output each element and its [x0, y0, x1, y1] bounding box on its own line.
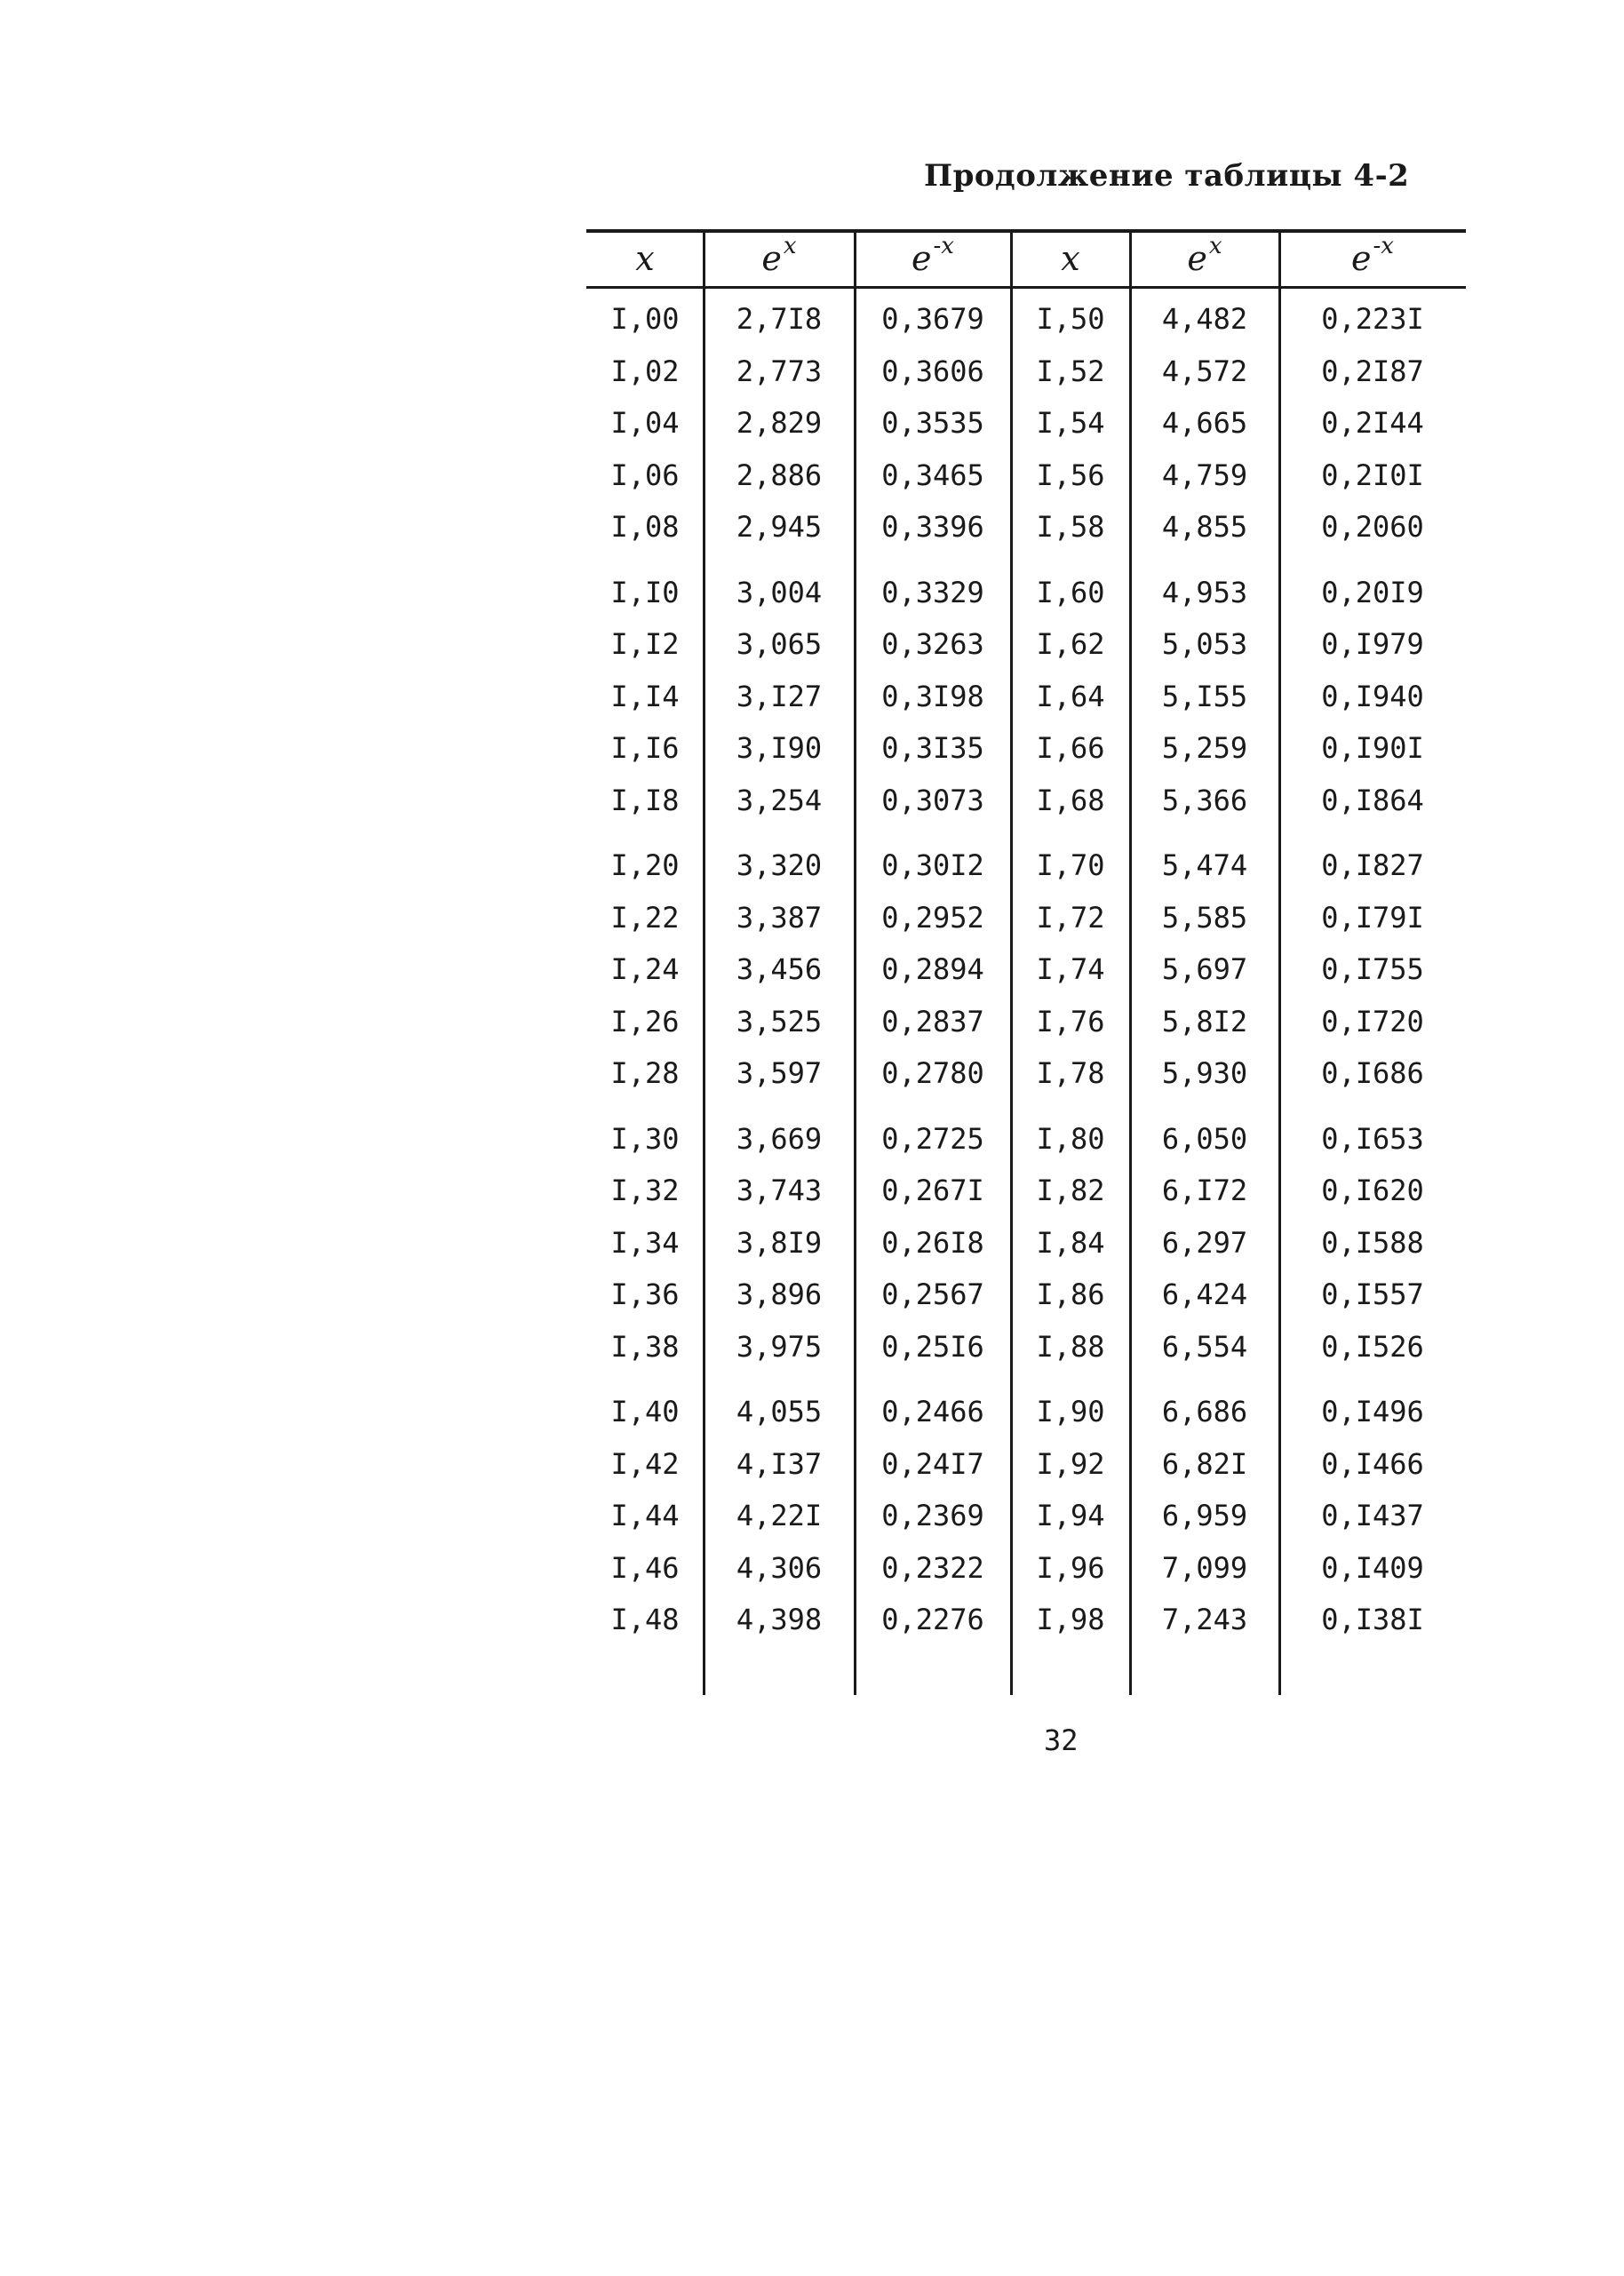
table-cell: 0,3I35: [881, 731, 984, 765]
table-cell: 2,886: [736, 458, 823, 492]
table-cell: 3,456: [736, 952, 823, 986]
table-cell: 0,3535: [881, 406, 984, 440]
table-cell: 5,259: [1161, 731, 1248, 765]
table-cell: 3,8I9: [736, 1225, 823, 1260]
table-cell: 0,I755: [1321, 952, 1424, 986]
column-header: [704, 231, 855, 286]
table-cell: 3,387: [736, 900, 823, 935]
header-base: e: [761, 239, 782, 278]
table-cell: I,90: [1036, 1395, 1105, 1428]
table-cell: 3,254: [736, 783, 823, 817]
table-cell: 2,773: [736, 354, 823, 388]
table-cell: 6,686: [1161, 1395, 1248, 1428]
table-cell: I,94: [1036, 1499, 1105, 1532]
table-cell: 3,975: [736, 1329, 823, 1364]
header-exponent: x: [1208, 233, 1222, 259]
table-cell: 4,855: [1161, 510, 1248, 544]
table-cell: 0,2322: [881, 1550, 984, 1585]
table-cell: 0,I940: [1321, 679, 1424, 713]
table-cell: 6,554: [1161, 1329, 1248, 1364]
table-cell: 4,306: [736, 1550, 823, 1585]
table-cell: 0,3606: [881, 354, 984, 388]
table-cell: 2,829: [736, 406, 823, 440]
table-cell: 5,474: [1161, 848, 1248, 882]
table-cell: 5,585: [1161, 900, 1248, 935]
table-cell: I,32: [610, 1174, 680, 1207]
table-cell: 0,I90I: [1321, 731, 1424, 765]
table-cell: 4,953: [1161, 575, 1248, 609]
table-cell: 7,099: [1161, 1550, 1248, 1585]
table-cell: 4,482: [1161, 302, 1248, 336]
table-cell: I,28: [610, 1056, 680, 1090]
table-cell: 4,572: [1161, 354, 1248, 388]
table-cell: 3,320: [736, 848, 823, 882]
table-cell: 0,2060: [1321, 510, 1424, 544]
table-cell: 0,25I6: [881, 1329, 984, 1364]
table-cell: 0,I979: [1321, 627, 1424, 661]
table-cell: 4,22I: [736, 1499, 823, 1532]
table-cell: I,74: [1036, 952, 1105, 986]
table-cell: 0,2I87: [1321, 354, 1424, 388]
table-caption: Продолжение таблицы 4-2: [924, 158, 1410, 194]
table-cell: 0,2837: [881, 1004, 984, 1039]
table-cell: 0,2780: [881, 1056, 984, 1090]
table-cell: I,22: [610, 900, 680, 935]
table-cell: I,80: [1036, 1121, 1105, 1156]
table-cell: 2,7I8: [736, 302, 823, 336]
table-cell: I,66: [1036, 731, 1105, 765]
table-cell: 0,I720: [1321, 1004, 1424, 1039]
table-cell: I,26: [610, 1004, 680, 1039]
table-cell: 0,3263: [881, 627, 984, 661]
table-cell: 0,26I8: [881, 1225, 984, 1260]
table-cell: 0,2276: [881, 1603, 984, 1636]
header-base: e: [912, 239, 932, 278]
table-cell: I,50: [1036, 302, 1105, 336]
table-cell: I,64: [1036, 679, 1105, 713]
table-cell: 6,959: [1161, 1499, 1248, 1532]
table-cell: I,46: [610, 1550, 680, 1585]
table-cell: 0,24I7: [881, 1446, 984, 1481]
table-cell: I,38: [610, 1329, 680, 1364]
table-cell: 3,I27: [736, 679, 823, 713]
table-cell: 0,I827: [1321, 848, 1424, 882]
table-cell: I,30: [610, 1121, 680, 1156]
table-cell: I,72: [1036, 900, 1105, 935]
table-cell: I,78: [1036, 1056, 1105, 1090]
table-cell: 0,I496: [1321, 1395, 1424, 1428]
table-cell: I,06: [610, 458, 680, 492]
table-cell: 6,424: [1161, 1277, 1248, 1311]
table-cell: 5,366: [1161, 783, 1248, 817]
table-cell: 0,267I: [881, 1174, 984, 1207]
header-exponent: x: [783, 233, 797, 259]
table-cell: 3,065: [736, 627, 823, 661]
header-exponent: -x: [933, 233, 954, 259]
table-cell: 5,053: [1161, 627, 1248, 661]
table-cell: I,82: [1036, 1174, 1105, 1207]
table-cell: I,48: [610, 1603, 680, 1636]
table-cell: 3,525: [736, 1004, 823, 1039]
table-cell: 4,I37: [736, 1446, 823, 1481]
header-exponent: -x: [1373, 233, 1394, 259]
table-cell: I,54: [1036, 406, 1105, 440]
table-cell: I,84: [1036, 1225, 1105, 1260]
table-cell: 0,2466: [881, 1395, 984, 1428]
table-cell: I,44: [610, 1499, 680, 1532]
table-cell: I,60: [1036, 575, 1105, 609]
table-cell: 0,I79I: [1321, 900, 1424, 935]
table-cell: 0,20I9: [1321, 575, 1424, 609]
table-cell: 6,I72: [1161, 1174, 1248, 1207]
table-cell: I,I0: [610, 575, 680, 609]
table-cell: 0,2725: [881, 1121, 984, 1156]
table-cell: I,96: [1036, 1550, 1105, 1585]
column-header: [1279, 231, 1466, 286]
table-cell: 0,3329: [881, 575, 984, 609]
table-cell: 3,743: [736, 1174, 823, 1207]
table-cell: I,58: [1036, 510, 1105, 544]
table-cell: 3,669: [736, 1121, 823, 1156]
table-cell: 5,8I2: [1161, 1004, 1248, 1039]
table-cell: I,56: [1036, 458, 1105, 492]
table-cell: 3,004: [736, 575, 823, 609]
table-cell: 0,2369: [881, 1499, 984, 1532]
table-cell: I,40: [610, 1395, 680, 1428]
table-cell: 0,I409: [1321, 1550, 1424, 1585]
table-cell: 0,I437: [1321, 1499, 1424, 1532]
table-cell: 0,2I44: [1321, 406, 1424, 440]
header-base: e: [1187, 239, 1207, 278]
table-cell: 0,223I: [1321, 302, 1424, 336]
table-cell: I,04: [610, 406, 680, 440]
table-cell: I,20: [610, 848, 680, 882]
table-cell: I,36: [610, 1277, 680, 1311]
table-cell: 0,I466: [1321, 1446, 1424, 1481]
table-cell: 4,665: [1161, 406, 1248, 440]
table-cell: 0,I653: [1321, 1121, 1424, 1156]
table-cell: 6,82I: [1161, 1446, 1248, 1481]
table-cell: 7,243: [1161, 1603, 1248, 1636]
table-cell: I,42: [610, 1446, 680, 1481]
table-cell: I,I8: [610, 783, 680, 817]
table-cell: 5,930: [1161, 1056, 1248, 1090]
table-cell: I,76: [1036, 1004, 1105, 1039]
table-cell: I,98: [1036, 1603, 1105, 1636]
table-cell: 0,3465: [881, 458, 984, 492]
table-cell: 0,2567: [881, 1277, 984, 1311]
table-cell: 4,398: [736, 1603, 823, 1636]
table-cell: 4,055: [736, 1395, 823, 1428]
table-cell: 3,I90: [736, 731, 823, 765]
table-cell: I,86: [1036, 1277, 1105, 1311]
table-cell: I,I6: [610, 731, 680, 765]
table-cell: I,34: [610, 1225, 680, 1260]
table-cell: I,08: [610, 510, 680, 544]
table-cell: 6,050: [1161, 1121, 1248, 1156]
table-cell: 0,I620: [1321, 1174, 1424, 1207]
table-cell: 0,30I2: [881, 848, 984, 882]
table-cell: 0,I557: [1321, 1277, 1424, 1311]
column-header: [1130, 231, 1279, 286]
table-cell: 0,2I0I: [1321, 458, 1424, 492]
table-cell: I,92: [1036, 1446, 1105, 1481]
table-cell: I,70: [1036, 848, 1105, 882]
table-cell: 0,2952: [881, 900, 984, 935]
table-cell: 3,896: [736, 1277, 823, 1311]
table-cell: 0,I526: [1321, 1329, 1424, 1364]
table-cell: 5,697: [1161, 952, 1248, 986]
table-cell: 0,I38I: [1321, 1603, 1424, 1636]
table-cell: 0,3679: [881, 302, 984, 336]
table-cell: 0,I588: [1321, 1225, 1424, 1260]
table-cell: 0,2894: [881, 952, 984, 986]
table-cell: 0,3396: [881, 510, 984, 544]
page-number: 32: [1044, 1723, 1079, 1757]
table-header-rule: [586, 286, 1466, 289]
table-cell: I,02: [610, 354, 680, 388]
table-cell: 3,597: [736, 1056, 823, 1090]
table-cell: 4,759: [1161, 458, 1248, 492]
table-cell: 5,I55: [1161, 679, 1248, 713]
table-cell: 0,I686: [1321, 1056, 1424, 1090]
column-header: [1011, 231, 1130, 286]
column-header: [855, 231, 1011, 286]
table-cell: I,68: [1036, 783, 1105, 817]
table-cell: I,I2: [610, 627, 680, 661]
column-header: [586, 231, 704, 286]
table-cell: 0,3073: [881, 783, 984, 817]
table-cell: I,00: [610, 302, 680, 336]
header-base: e: [1351, 239, 1372, 278]
table-cell: 0,3I98: [881, 679, 984, 713]
table-cell: I,I4: [610, 679, 680, 713]
header-label: x: [635, 239, 655, 278]
table-cell: I,62: [1036, 627, 1105, 661]
table-cell: 6,297: [1161, 1225, 1248, 1260]
table-cell: 0,I864: [1321, 783, 1424, 817]
table-cell: I,52: [1036, 354, 1105, 388]
table-cell: 2,945: [736, 510, 823, 544]
header-label: x: [1061, 239, 1080, 278]
table-cell: I,24: [610, 952, 680, 986]
table-cell: I,88: [1036, 1329, 1105, 1364]
